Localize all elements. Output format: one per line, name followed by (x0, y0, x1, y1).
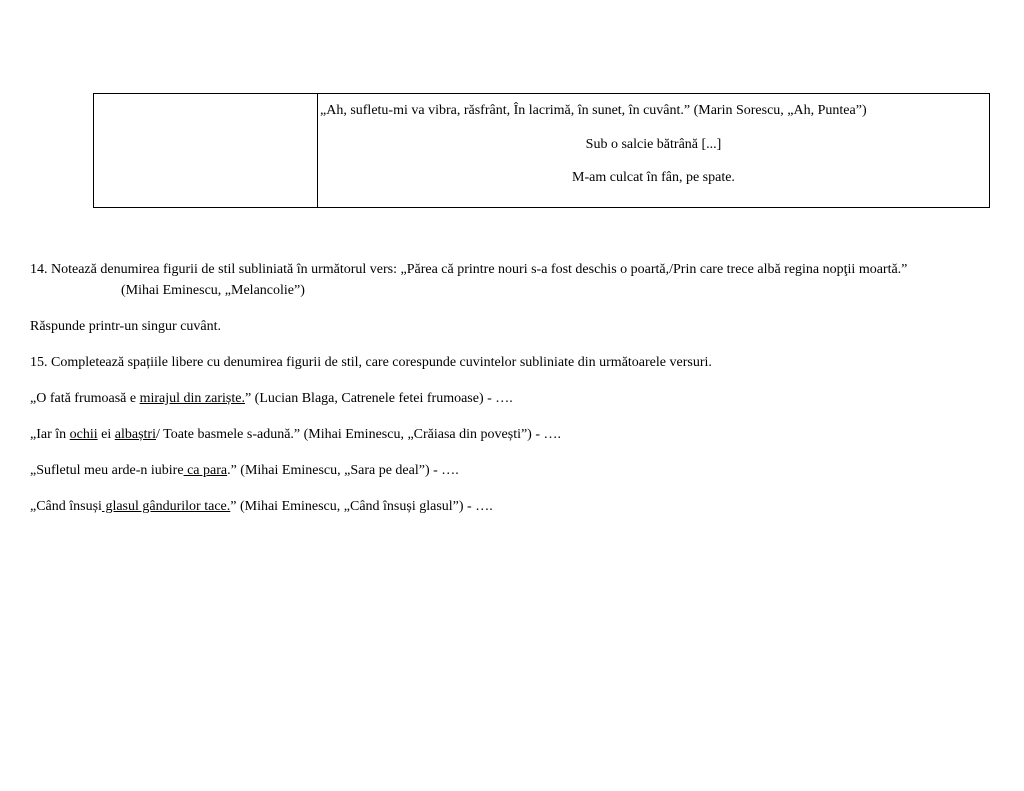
quote-table (93, 93, 990, 208)
underlined-phrase: mirajul din zariște. (139, 391, 245, 406)
table-cell-quotes (318, 94, 989, 207)
item-text: „Când însuși (30, 499, 102, 514)
underlined-phrase: ca para (183, 463, 228, 478)
table-cell-empty (94, 94, 318, 207)
item-text: ” (Mihai Eminescu, „Când însuși glasul”) - …. (230, 499, 493, 514)
underlined-word: albaștri (114, 427, 156, 442)
question-14-source: (Mihai Eminescu, „Melancolie”) (121, 283, 305, 298)
question-15-item-4 (30, 499, 493, 515)
item-text: „Iar în (30, 427, 70, 442)
quote-line-1: „Ah, sufletu-mi va vibra, răsfrânt, În lacrimă, în sunet, în cuvânt.” (Marin Sorescu, „Ah, Puntea”) (320, 103, 867, 118)
question-15-item-2 (30, 427, 561, 443)
item-text: ei (97, 427, 115, 442)
quote-line-2: Sub o salcie bătrână [...] (585, 137, 722, 152)
question-15-instruction: 15. Completează spațiile libere cu denumirea figurii de stil, care corespunde cuvintelor subliniate din următoarele versuri. (30, 355, 712, 370)
question-15-item-1 (30, 391, 513, 407)
underlined-word: ochii (69, 427, 98, 442)
question-14-text: 14. Notează denumirea figurii de stil subliniată în următorul vers: „Părea că printre nouri s-a fost deschis o poartă,/Prin care trece albă regina nopţii moartă.” (30, 262, 908, 277)
question-15-item-3 (30, 463, 459, 479)
item-text: .” (Mihai Eminescu, „Sara pe deal”) - …. (227, 463, 459, 478)
item-text: ” (Lucian Blaga, Catrenele fetei frumoase) - …. (244, 391, 513, 406)
item-text: „Sufletul meu arde-n iubire (30, 463, 184, 478)
underlined-phrase: glasul gândurilor tace. (101, 499, 231, 514)
item-text: / Toate basmele s-adună.” (Mihai Eminescu, „Crăiasa din povești”) - …. (155, 427, 562, 442)
question-14-note: Răspunde printr-un singur cuvânt. (30, 319, 222, 334)
quote-line-3: M-am culcat în fân, pe spate. (572, 170, 735, 185)
item-text: „O fată frumoasă e (30, 391, 140, 406)
